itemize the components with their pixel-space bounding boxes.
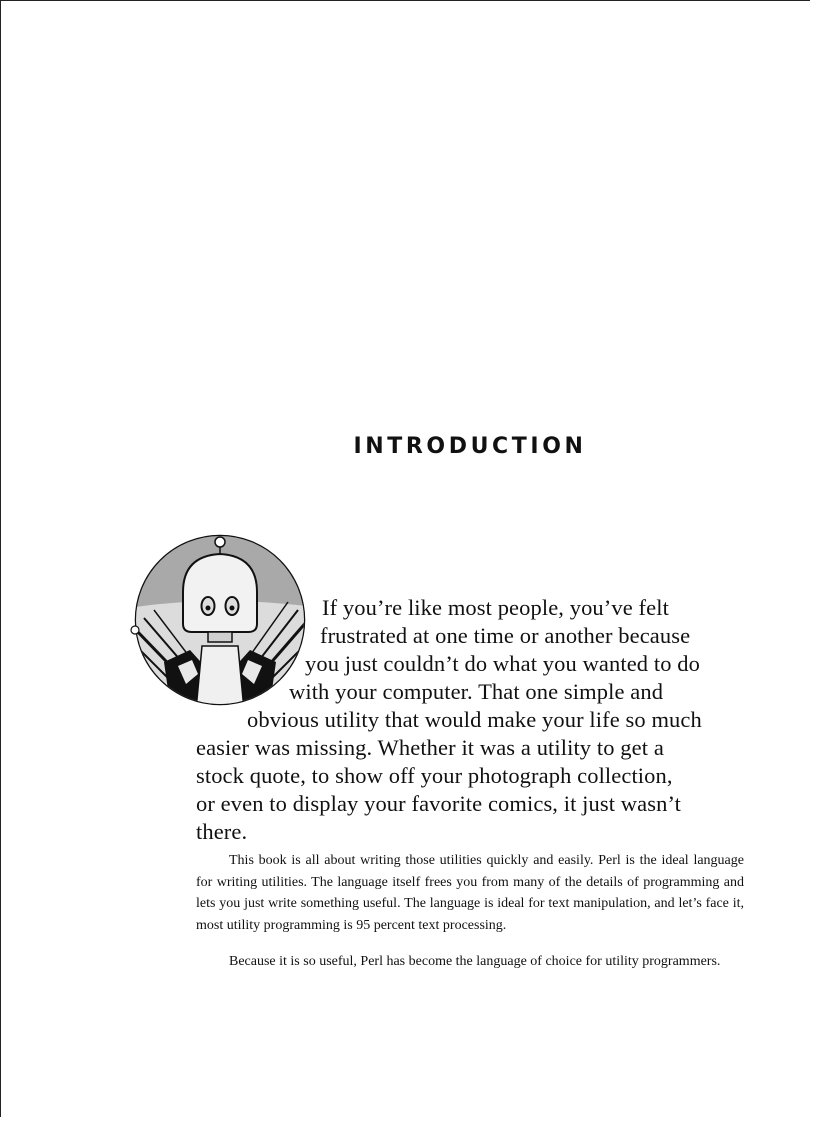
body-paragraph: This book is all about writing those utilities quickly and easily. Perl is the ideal language for writing utilities. The language itself frees you from many of the details of programming and lets you just write something useful. The language is ideal for text manipulation, and let’s face it, most utility programming is 95 percent text processing. <box>196 853 744 933</box>
lead-line: frustrated at one time or another because <box>320 623 691 648</box>
lead-line: obvious utility that would make your life so much <box>247 707 702 732</box>
page-left-border <box>0 0 1 1117</box>
body-paragraph: Because it is so useful, Perl has become the language of choice for utility programmers. <box>229 954 721 969</box>
page-top-border <box>0 0 810 1</box>
lead-line: easier was missing. Whether it was a utility to get a <box>196 735 664 760</box>
lead-line: there. <box>196 819 248 844</box>
lead-line: or even to display your favorite comics, it just wasn’t <box>196 791 681 816</box>
lead-line: you just couldn’t do what you wanted to do <box>305 651 700 676</box>
chapter-title: INTRODUCTION <box>353 434 587 459</box>
lead-line: with your computer. That one simple and <box>289 679 664 704</box>
lead-line: stock quote, to show off your photograph collection, <box>196 763 673 788</box>
lead-line: If you’re like most people, you’ve felt <box>322 595 669 620</box>
